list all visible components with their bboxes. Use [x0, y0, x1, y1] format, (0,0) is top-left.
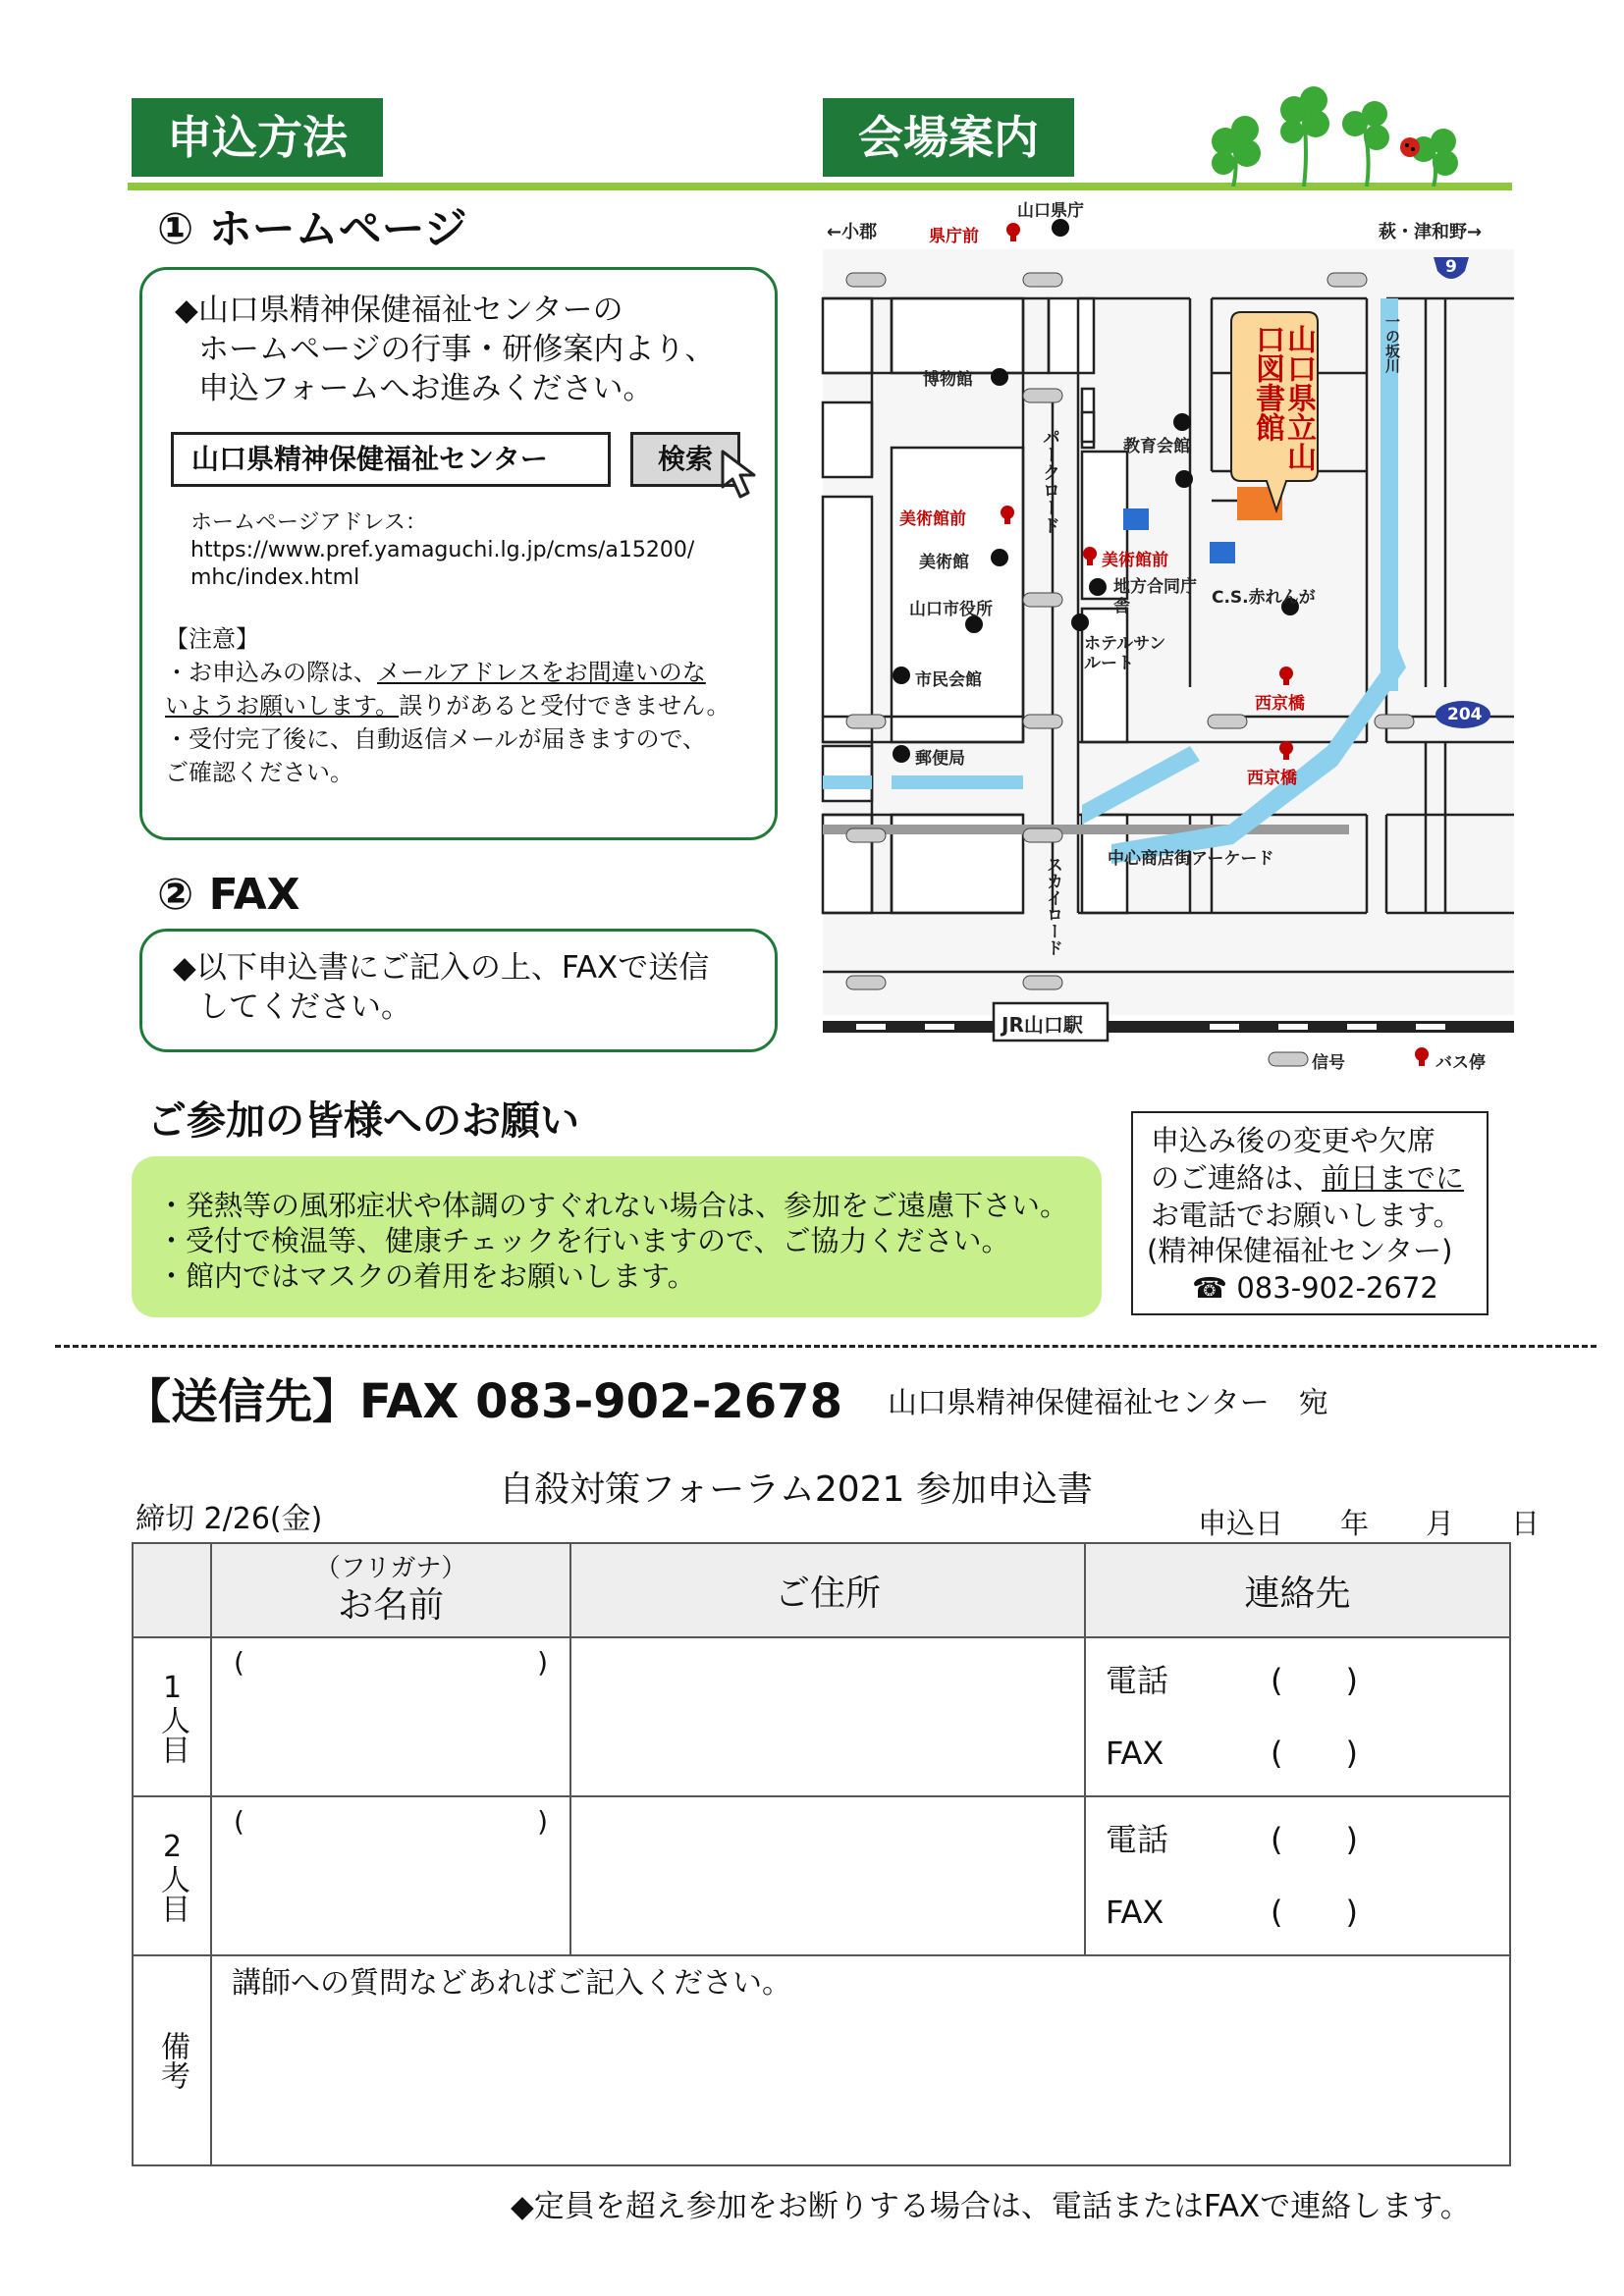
map-label-shimin: 市民会館	[915, 670, 982, 690]
row-1-label: 1人目	[155, 1670, 189, 1764]
fax-line-1: ◆以下申込書にご記入の上、FAXで送信	[173, 950, 710, 986]
address-header: ご住所	[570, 1543, 1085, 1637]
route-204-shield: 204	[1447, 705, 1483, 724]
map-label-city-hall: 山口市役所	[909, 600, 993, 619]
homepage-line-3: 申込フォームへお進みください。	[198, 371, 654, 406]
map-label-park-road: パークロード	[1040, 428, 1060, 534]
tel-parens: ( )	[1271, 1821, 1358, 1858]
remarks-field[interactable]	[211, 1955, 1510, 2165]
map-label-museum: 博物館	[923, 370, 973, 390]
map-label-kyoiku: 教育会館	[1123, 437, 1190, 456]
row-1-label-cell	[133, 1637, 211, 1796]
map-label-cs: C.S.赤れんが	[1212, 588, 1316, 608]
contact-phone: ☎ 083-902-2672	[1192, 1271, 1438, 1305]
form-title: 自殺対策フォーラム2021 参加申込書	[499, 1469, 1093, 1510]
search-button[interactable]: 検索	[630, 432, 740, 487]
address-label: ホームページアドレス：	[190, 510, 427, 535]
map-label-saikyo-1: 西京橋	[1255, 694, 1305, 714]
map-label-library: 山口県立山口図書館	[1250, 324, 1316, 471]
map-label-ichinosaka: 一の坂川	[1383, 314, 1401, 373]
contact-line-4: (精神保健福祉センター)	[1147, 1234, 1453, 1267]
fax-label: FAX	[1106, 1894, 1164, 1931]
contact-line-2: のご連絡は、前日までに	[1151, 1161, 1465, 1195]
map-label-chiho: 地方合同庁舎	[1113, 577, 1197, 616]
map-label-arcade: 中心商店街アーケード	[1108, 849, 1274, 869]
row-2-label: 2人目	[155, 1829, 189, 1923]
request-item-2: ・受付で検温等、健康チェックを行いますので、ご協力ください。	[157, 1224, 1010, 1257]
header-name-cell	[211, 1543, 570, 1637]
paren-open: (	[234, 1646, 244, 1679]
map-label-bijutsukan-mae: 美術館前	[899, 509, 966, 529]
application-date: 申込日 年 月 日	[1198, 1507, 1541, 1540]
legend-bus: バス停	[1435, 1053, 1486, 1073]
map-label-bijutsukan-mae-2: 美術館前	[1102, 551, 1168, 570]
homepage-title: ① ホームページ	[157, 204, 467, 254]
row-2-label-cell	[133, 1796, 211, 1955]
fax-parens: ( )	[1271, 1894, 1358, 1931]
tel-label: 電話	[1106, 1662, 1169, 1699]
address-field-1[interactable]	[570, 1637, 1085, 1796]
clover-decoration	[1188, 84, 1483, 187]
note-line-1: ・お申込みの際は、メールアドレスをお間違いのな	[165, 659, 706, 686]
address-field-2[interactable]	[570, 1796, 1085, 1955]
cursor-icon	[717, 448, 770, 503]
table-row	[133, 1637, 1510, 1796]
fax-label: FAX	[1106, 1735, 1164, 1772]
homepage-line-2: ホームページの行事・研修案内より、	[198, 332, 716, 367]
name-label: お名前	[337, 1585, 444, 1626]
map-label-saikyo-2: 西京橋	[1247, 769, 1297, 788]
contact-line-3: お電話でお願いします。	[1151, 1199, 1462, 1232]
map-label-bijutsukan: 美術館	[919, 553, 969, 572]
deadline: 締切 2/26(金)	[135, 1502, 323, 1536]
note-title: 【注意】	[165, 625, 259, 653]
remarks-label-cell	[133, 1955, 211, 2165]
fax-parens: ( )	[1271, 1735, 1358, 1772]
map-label-hotel: ホテルサンルート	[1084, 634, 1166, 673]
paren-close: )	[537, 1805, 548, 1838]
contact-line-1: 申込み後の変更や欠席	[1151, 1124, 1436, 1157]
map-label-kenchomae: 県庁前	[929, 227, 979, 246]
header-blank-cell	[133, 1543, 211, 1637]
addressee: 山口県精神保健福祉センター 宛	[888, 1386, 1328, 1420]
remarks-label: 備考	[155, 2031, 189, 2090]
map-label-prefecture-office: 山口県庁	[1017, 201, 1084, 221]
map-label-ogori: ←小郡	[827, 222, 878, 242]
contact-header: 連絡先	[1085, 1543, 1510, 1637]
application-table	[132, 1542, 1511, 2166]
paren-open: (	[234, 1805, 244, 1838]
map-label-hagi: 萩・津和野→	[1379, 222, 1483, 242]
name-field-2[interactable]	[211, 1796, 570, 1955]
remarks-hint: 講師への質問などあればご記入ください。	[232, 1966, 791, 2001]
legend-signal: 信号	[1312, 1053, 1345, 1073]
request-title: ご参加の皆様へのお願い	[147, 1098, 579, 1144]
note-line-3: ・受付完了後に、自動返信メールが届きますので、	[165, 725, 707, 753]
note-line-4: ご確認ください。	[165, 759, 353, 786]
venue-header: 会場案内	[823, 98, 1074, 177]
footer-note: ◆定員を超え参加をお断りする場合は、電話またはFAXで連絡します。	[511, 2189, 1471, 2224]
address-url-1[interactable]: https://www.pref.yamaguchi.lg.jp/cms/a15200/	[190, 538, 695, 562]
request-item-1: ・発熱等の風邪症状や体調のすぐれない場合は、参加をご遠慮下さい。	[157, 1189, 1069, 1222]
contact-field-2[interactable]	[1085, 1796, 1510, 1955]
homepage-line-1: ◆山口県精神保健福祉センターの	[175, 293, 623, 328]
furigana-label: （フリガナ）	[314, 1554, 467, 1583]
fax-line-2: してください。	[198, 989, 411, 1025]
request-item-3: ・館内ではマスクの着用をお願いします。	[157, 1259, 696, 1293]
contact-field-1[interactable]	[1085, 1637, 1510, 1796]
apply-method-header: 申込方法	[132, 98, 383, 177]
fax-title: ② FAX	[157, 870, 300, 920]
map-label-station: JR山口駅	[1001, 1013, 1083, 1037]
paren-close: )	[537, 1646, 548, 1679]
tel-label: 電話	[1106, 1821, 1169, 1858]
route-9-shield: 9	[1445, 257, 1457, 277]
table-row	[133, 1796, 1510, 1955]
table-row	[133, 1955, 1510, 2165]
send-to-fax: 【送信先】FAX 083-902-2678	[124, 1374, 842, 1429]
name-field-1[interactable]	[211, 1637, 570, 1796]
map-label-post: 郵便局	[915, 749, 965, 769]
address-url-2[interactable]: mhc/index.html	[190, 565, 360, 590]
tel-parens: ( )	[1271, 1662, 1358, 1699]
note-line-2: いようお願いします。誤りがあると受付できません。	[165, 692, 731, 720]
venue-map	[817, 196, 1518, 1080]
cut-line	[55, 1345, 1597, 1348]
map-label-sky-road: スカイロード	[1043, 856, 1062, 956]
search-input[interactable]: 山口県精神保健福祉センター	[171, 432, 611, 487]
